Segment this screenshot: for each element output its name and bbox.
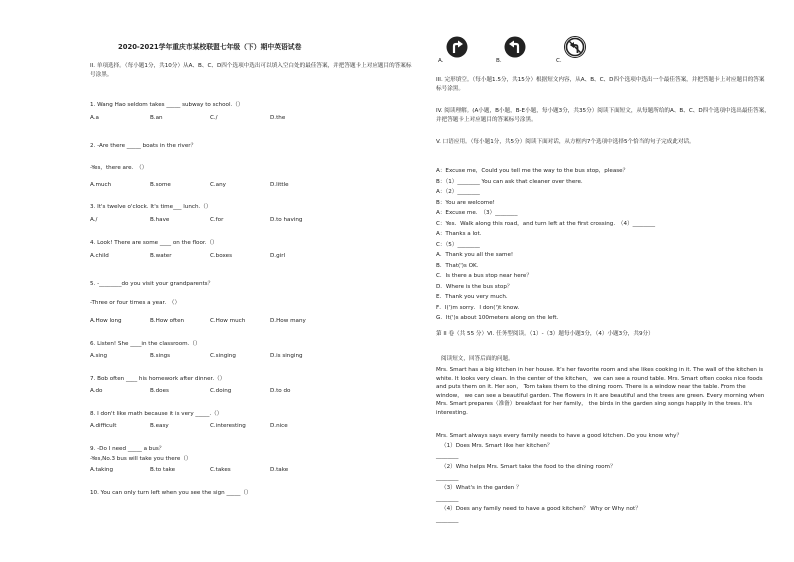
q9-option-c: C.takes xyxy=(210,467,231,473)
task-answer-blank-3[interactable]: ________ xyxy=(436,496,459,502)
q2-option-a: A.much xyxy=(90,182,112,188)
dialogue-option-a: A．Thank you all the same! xyxy=(436,252,514,258)
question-8-stem: 8. I don't like math because it is very _____.（） xyxy=(90,411,223,417)
q5-option-a: A.How long xyxy=(90,318,122,324)
task-question-2: （2）Who helps Mrs. Smart take the food to the dining room？ xyxy=(441,464,616,470)
question-9-stem-answer: -Yes,No.3 bus will take you there（） xyxy=(90,456,192,462)
question-9-stem: 9. -Do I need _____ a bus？ xyxy=(90,446,165,452)
q9-option-a: A.taking xyxy=(90,467,114,473)
section-heading-cloze: III. 完形填空。（每小题1.5分，共15分）根据短文内容，从A、B、C、D四个选项中选出一个最佳答案，并把答题卡上对应题目的答案标号涂黑。 xyxy=(436,77,765,92)
q1-option-c: C./ xyxy=(210,115,218,121)
task-question-3: （3）What's in the garden ？ xyxy=(441,485,522,491)
q1-option-d: D.the xyxy=(270,115,286,121)
q9-option-d: D.take xyxy=(270,467,289,473)
task-answer-blank-1[interactable]: ________ xyxy=(436,453,459,459)
q4-option-c: C.boxes xyxy=(210,253,232,259)
section-heading-reading: IV. 阅读理解。(A小题，B小题，B-E小题，每小题3分，共35分）阅读下面短文，从每题所给的A、B、C、D四个选项中选出最佳答案，并把答题卡上对应题目的答案标号涂黑。 xyxy=(436,108,770,123)
dialogue-option-g: G．It(')s about 100meters along on the left. xyxy=(436,315,559,321)
task-question-1: （1）Does Mrs. Smart like her kitchen？ xyxy=(441,443,553,449)
question-2-stem-answer: -Yes，there are. （） xyxy=(90,165,148,171)
left-turn-sign-icon xyxy=(504,36,526,58)
q9-option-b: B.to take xyxy=(150,467,176,473)
question-3-stem: 3. It's twelve o'clock. It's time___ lunch.（） xyxy=(90,204,212,210)
q8-option-b: B.easy xyxy=(150,423,169,429)
reading-passage: Mrs. Smart has a big kitchen in her house. It's her favorite room and she likes cooking in it. The wall of the kitchen is white. It looks very clean. In the center of the kitchen， we can see a round table. Mrs. Smart often cooks nice foods and puts them on it. Her son， Tom takes them to the dining room. There is a window near the table. From the window， we can see a beautiful garden. The flowers in it are beautiful and the trees are green. Every morning when Mrs. Smart prepares（准备）breakfast for her family， the birds in the garden sing songs happily in the trees. It's interesting. xyxy=(436,367,765,416)
q3-option-b: B.have xyxy=(150,217,170,223)
page-title: 2020-2021学年重庆市某校联盟七年级（下）期中英语试卷 xyxy=(118,43,302,51)
q6-option-b: B.sings xyxy=(150,353,171,359)
q3-option-c: C.for xyxy=(210,217,224,223)
q5-option-b: B.How often xyxy=(150,318,185,324)
section-heading-single-choice: II. 单项选择。（每小题1分，共10分）从A、B、C、D四个选项中选出可以填入空白处的最佳答案，并把答题卡上对应题目的答案标号涂黑。 xyxy=(90,63,412,78)
q2-option-d: D.little xyxy=(270,182,289,188)
section-heading-oral: V. 口语应用。（每小题1分，共5分）阅读下面对话，从方框内7个选项中选择5个恰当的句子完成此对话。 xyxy=(436,139,695,145)
q3-option-a: A./ xyxy=(90,217,98,223)
q6-option-c: C.singing xyxy=(210,353,236,359)
q8-option-d: D.nice xyxy=(270,423,288,429)
q6-option-d: D.is singing xyxy=(270,353,303,359)
dialogue-option-c: C．Is there a bus stop near here？ xyxy=(436,273,532,279)
question-6-stem: 6. Listen! She ____in the classroom.（） xyxy=(90,341,201,347)
dialogue-line-3: A：（2）________ xyxy=(436,189,480,195)
reading-passage-closing: Mrs. Smart always says every family needs to have a good kitchen. Do you know why？ xyxy=(436,433,683,439)
task-question-4: （4）Does any family need to have a good kitchen？ Why or Why not？ xyxy=(441,506,641,512)
dialogue-line-2: B：（1）________ You can ask that cleaner over there. xyxy=(436,179,583,185)
q8-option-a: A.difficult xyxy=(90,423,117,429)
q7-option-d: D.to do xyxy=(270,388,291,394)
question-1-stem: 1. Wang Hao seldom takes _____ subway to school.（） xyxy=(90,102,244,108)
reading-intro: 阅读短文，回答后面的问题。 xyxy=(441,356,514,362)
dialogue-option-b: B．That(')s OK. xyxy=(436,263,479,269)
q2-option-c: C.any xyxy=(210,182,226,188)
sign-label-c: C. xyxy=(556,58,562,64)
dialogue-line-1: A：Excuse me，Could you tell me the way to the bus stop，please？ xyxy=(436,168,629,174)
q8-option-c: C.interesting xyxy=(210,423,246,429)
sign-label-a: A. xyxy=(438,58,444,64)
q2-option-b: B.some xyxy=(150,182,171,188)
question-2-stem: 2. -Are there _____ boats in the river？ xyxy=(90,143,197,149)
sign-label-b: B. xyxy=(496,58,502,64)
dialogue-option-e: E．Thank you very much. xyxy=(436,294,508,300)
q7-option-b: B.does xyxy=(150,388,169,394)
q1-option-b: B.an xyxy=(150,115,163,121)
dialogue-line-8: C：（5）________ xyxy=(436,242,480,248)
dialogue-option-d: D．Where is the bus stop？ xyxy=(436,284,513,290)
task-answer-blank-4[interactable]: ________ xyxy=(436,517,459,523)
q7-option-c: C.doing xyxy=(210,388,232,394)
no-left-turn-sign-icon xyxy=(564,36,586,58)
q5-option-c: C.How much xyxy=(210,318,246,324)
dialogue-line-7: A：Thanks a lot. xyxy=(436,231,482,237)
q5-option-d: D.How many xyxy=(270,318,306,324)
q3-option-d: D.to having xyxy=(270,217,303,223)
question-10-stem: 10. You can only turn left when you see the sign _____（） xyxy=(90,490,252,496)
q7-option-a: A.do xyxy=(90,388,103,394)
question-5-stem: 5. -________do you visit your grandparents？ xyxy=(90,281,214,287)
right-turn-sign-icon xyxy=(446,36,468,58)
part-two-heading: 第 II 卷（共 55 分）VI. 任务型阅读。（1）-（3）题每小题3分，（4）小题3分，共9分） xyxy=(436,331,654,337)
dialogue-line-5: A：Excuse me. （3）________ xyxy=(436,210,518,216)
q1-option-a: A.a xyxy=(90,115,99,121)
dialogue-line-4: B：You are welcome! xyxy=(436,200,495,206)
q6-option-a: A.sing xyxy=(90,353,108,359)
q4-option-d: D.girl xyxy=(270,253,286,259)
dialogue-option-f: F．I(')m sorry．I don(')t know. xyxy=(436,305,520,311)
question-4-stem: 4. Look! There are some ____ on the floor.（） xyxy=(90,240,218,246)
q4-option-b: B.water xyxy=(150,253,172,259)
task-answer-blank-2[interactable]: ________ xyxy=(436,475,459,481)
traffic-sign-options xyxy=(438,36,596,70)
question-7-stem: 7. Bob often ____ his homework after dinner.（） xyxy=(90,376,226,382)
dialogue-line-6: C：Yes．Walk along this road，and turn left at the first crossing. （4）________ xyxy=(436,221,656,227)
question-5-stem-answer: -Three or four times a year. （） xyxy=(90,300,181,306)
q4-option-a: A.child xyxy=(90,253,109,259)
